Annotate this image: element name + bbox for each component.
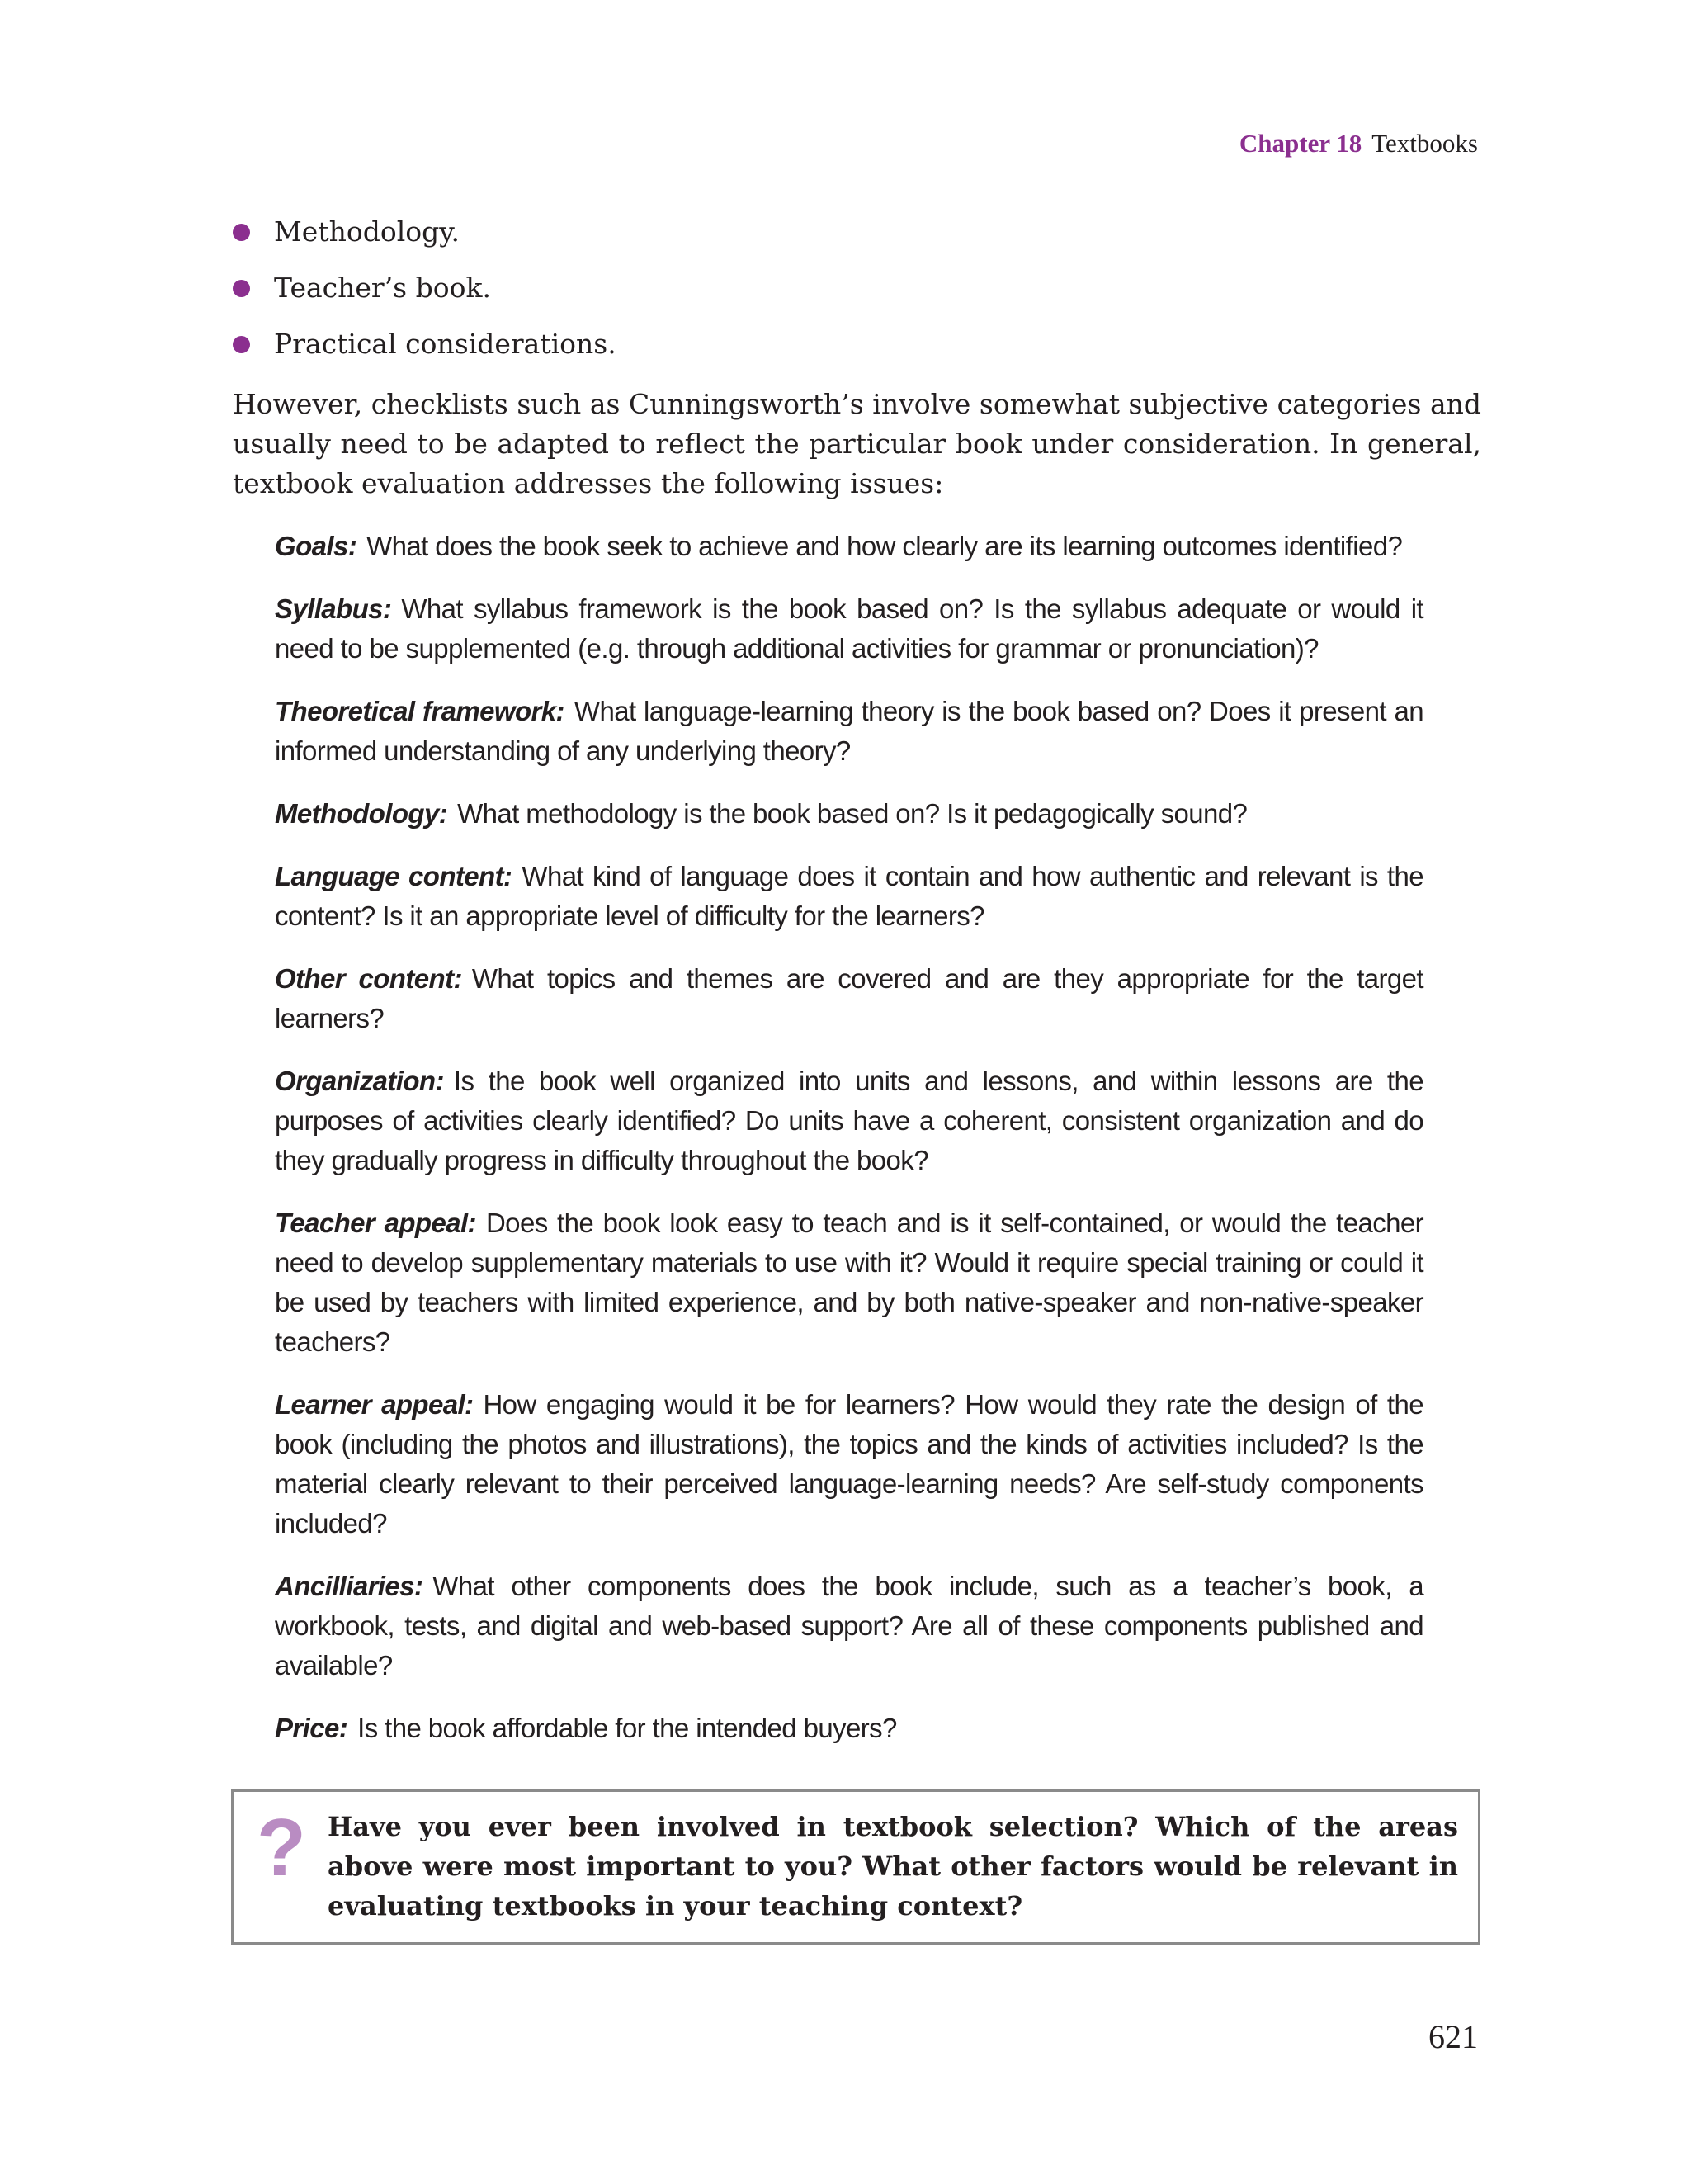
issue-teacher-appeal (275, 1203, 1423, 1362)
bullet-icon (233, 280, 250, 297)
issue-price (275, 1709, 1423, 1748)
issue-text: Does the book look easy to teach and is it self-contained, or would the teacher need to develop supplementary materials to use with it? Would it require special training or could it be used by teachers with limited experience, and by both native-speaker and non-native-speaker teachers? (275, 1208, 1424, 1357)
running-head (1239, 129, 1478, 158)
issue-organization (275, 1061, 1423, 1180)
issue-text: What kind of language does it contain and how authentic and relevant is the content? Is it an appropriate level of difficulty for the learners? (275, 861, 1424, 931)
issue-text: What other components does the book include, such as a teacher’s book, a workbook, tests, and digital and web-based support? Are all of these components published and available? (275, 1571, 1423, 1681)
issue-text: Is the book well organized into units and lessons, and within lessons are the purposes of activities clearly identified? Do units have a coherent, consistent organization and do they gradually progress in difficulty throughout the book? (275, 1066, 1423, 1175)
issue-text: What language-learning theory is the book based on? Does it present an informed understanding of any underlying theory? (275, 696, 1423, 766)
issue-language-content (275, 857, 1423, 936)
issue-term: Price: (275, 1713, 348, 1743)
issue-term: Other content: (275, 963, 462, 994)
bullet-icon (233, 336, 250, 353)
issue-term: Methodology: (275, 798, 448, 829)
issue-other-content (275, 959, 1423, 1038)
question-mark-icon: ? (257, 1802, 306, 1893)
bullet-list (233, 213, 616, 381)
intro-paragraph: However, checklists such as Cunningsworth’s involve somewhat subjective categories and usually need to be adapted to reflect the particular book under consideration. In general, textbook evaluation addresses the following issues: (233, 388, 1481, 499)
issue-term: Goals: (275, 531, 357, 561)
issue-text: What topics and themes are covered and are they appropriate for the target learners? (275, 963, 1423, 1033)
reflection-question: Have you ever been involved in textbook selection? Which of the areas above were most important to you? What other factors would be relevant in evaluating textbooks in your teaching context? (328, 1811, 1458, 1922)
issue-term: Ancilliaries: (275, 1571, 423, 1601)
issue-text: What does the book seek to achieve and how clearly are its learning outcomes identified? (366, 531, 1403, 561)
evaluation-issues (275, 527, 1423, 1771)
issue-text: What methodology is the book based on? Is it pedagogically sound? (457, 798, 1248, 829)
issue-text: What syllabus framework is the book based on? Is the syllabus adequate or would it need to be supplemented (e.g. through additional activities for grammar or pronunciation)? (275, 593, 1423, 664)
list-item: Practical considerations. (233, 325, 616, 381)
issue-syllabus (275, 589, 1423, 669)
issue-term: Teacher appeal: (275, 1208, 476, 1238)
issue-text: Is the book affordable for the intended buyers? (357, 1713, 897, 1743)
page-number: 621 (1428, 2018, 1478, 2055)
issue-theoretical-framework (275, 692, 1423, 771)
chapter-label: Chapter 18 (1239, 129, 1362, 158)
issue-goals (275, 527, 1423, 566)
issue-term: Language content: (275, 861, 512, 891)
issue-ancilliaries (275, 1567, 1423, 1685)
issue-methodology (275, 794, 1423, 834)
issue-term: Syllabus: (275, 593, 392, 624)
issue-text: How engaging would it be for learners? How would they rate the design of the book (including the photos and illustrations), the topics and the kinds of activities included? Is the material clearly relevant to their perceived language-learning needs? Are self-study components included? (275, 1389, 1423, 1539)
bullet-icon (233, 224, 250, 241)
list-item: Methodology. (233, 213, 616, 269)
issue-term: Theoretical framework: (275, 696, 564, 726)
issue-term: Learner appeal: (275, 1389, 474, 1420)
issue-learner-appeal (275, 1385, 1423, 1543)
reflection-box (231, 1789, 1480, 1945)
list-item: Teacher’s book. (233, 269, 616, 325)
issue-term: Organization: (275, 1066, 444, 1096)
chapter-title: Textbooks (1371, 129, 1478, 158)
